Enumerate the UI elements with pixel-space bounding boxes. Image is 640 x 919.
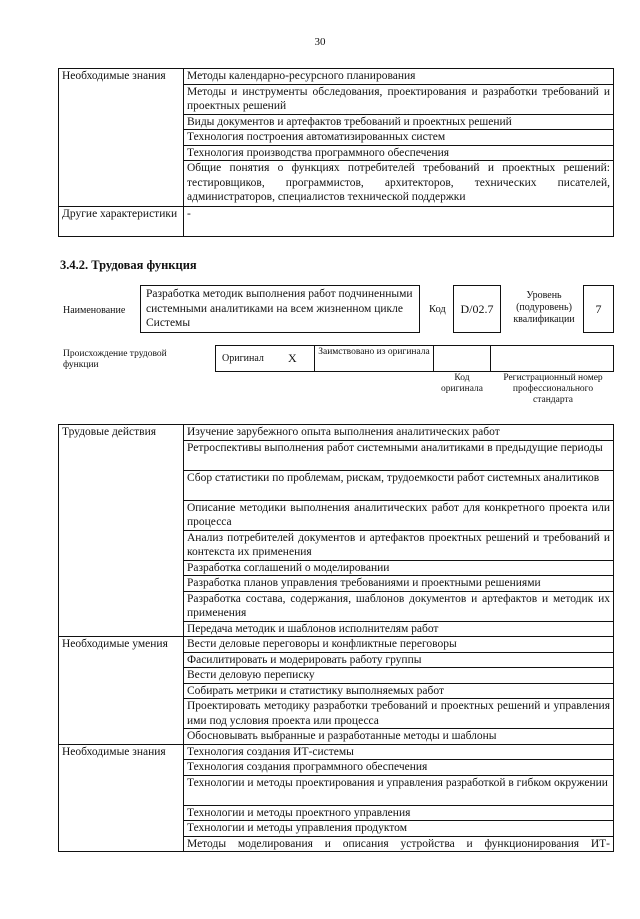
action-item: Разработка соглашений о моделировании [184,560,614,576]
knowledge-item: Технология построения автоматизированных систем [184,130,614,146]
code-label: Код [429,304,446,315]
function-code: D/02.7 [453,285,501,333]
other-characteristics-value: - [184,207,614,237]
knowledge-item: Общие понятия о функциях потребителей требований и проектных решений: тестировщиков, программистов, архитекторов, технических писателей, администраторов, специалистов технической поддержки [184,161,614,207]
knowledge-item: Технология производства программного обеспечения [184,145,614,161]
original-mark: X [288,351,297,365]
knowledge-label-2: Необходимые знания [59,744,184,852]
code-original-caption: Код оригинала [441,373,483,394]
skill-item: Вести деловую переписку [184,668,614,684]
knowledge-label: Необходимые знания [59,69,184,207]
level-label: Уровень (подуровень) квалификации [513,290,575,325]
skill-item: Обосновывать выбранные и разработанные методы и шаблоны [184,729,614,745]
action-item: Разработка состава, содержания, шаблонов документов и артефактов и методик их применения [184,591,614,621]
action-item: Описание методики выполнения аналитических работ для конкретного проекта или процесса [184,500,614,530]
knowledge-item: Технология создания программного обеспечения [184,760,614,776]
knowledge-item: Технологии и методы проектирования и управления разработкой в гибком окружении [184,775,614,805]
function-table [58,424,614,852]
action-item: Изучение зарубежного опыта выполнения аналитических работ [184,425,614,441]
borrowed-label: Заимствовано из оригинала [314,345,434,372]
action-item: Разработка планов управления требованиями и проектными решениями [184,576,614,592]
action-item: Анализ потребителей документов и артефактов проектных решений и требований и контекста их применения [184,530,614,560]
skill-item: Фасилитировать и модерировать работу группы [184,652,614,668]
knowledge-table [58,68,614,237]
action-item: Ретроспективы выполнения работ системными аналитиками в предыдущие периоды [184,440,614,470]
section-title: 3.4.2. Трудовая функция [60,258,197,272]
knowledge-item: Методы и инструменты обследования, проектирования и разработки требований и проектных решений [184,84,614,114]
knowledge-item: Виды документов и артефактов требований и проектных решений [184,114,614,130]
original-label: Оригинал [222,353,264,364]
knowledge-item: Методы моделирования и описания устройства и функционирования ИТ- [184,836,614,852]
reg-number-caption: Регистрационный номер профессионального стандарта [503,373,603,405]
function-name: Разработка методик выполнения работ подчиненными системными аналитиками на всем жизненном цикле Системы [140,285,420,333]
origin-original-cell [215,345,315,372]
other-characteristics-label: Другие характеристики [59,207,184,237]
code-original-cell [433,345,491,372]
skill-item: Вести деловые переговоры и конфликтные переговоры [184,637,614,653]
skill-item: Собирать метрики и статистику выполняемых работ [184,683,614,699]
knowledge-item: Методы календарно-ресурсного планирования [184,69,614,85]
name-label: Наименование [63,305,126,316]
knowledge-item: Технология создания ИТ-системы [184,744,614,760]
action-item: Передача методик и шаблонов исполнителям работ [184,621,614,637]
reg-number-cell [490,345,614,372]
knowledge-item: Технологии и методы управления продуктом [184,821,614,837]
actions-label: Трудовые действия [59,425,184,637]
skill-item: Проектировать методику разработки требований и проектных решений и управления ими под условия проекта или процесса [184,699,614,729]
skills-label: Необходимые умения [59,637,184,745]
knowledge-item: Технологии и методы проектного управления [184,805,614,821]
action-item: Сбор статистики по проблемам, рискам, трудоемкости работ системных аналитиков [184,470,614,500]
page-number: 30 [314,36,326,48]
origin-label: Происхождение трудовой функции [63,349,167,370]
qualification-level: 7 [583,285,614,333]
